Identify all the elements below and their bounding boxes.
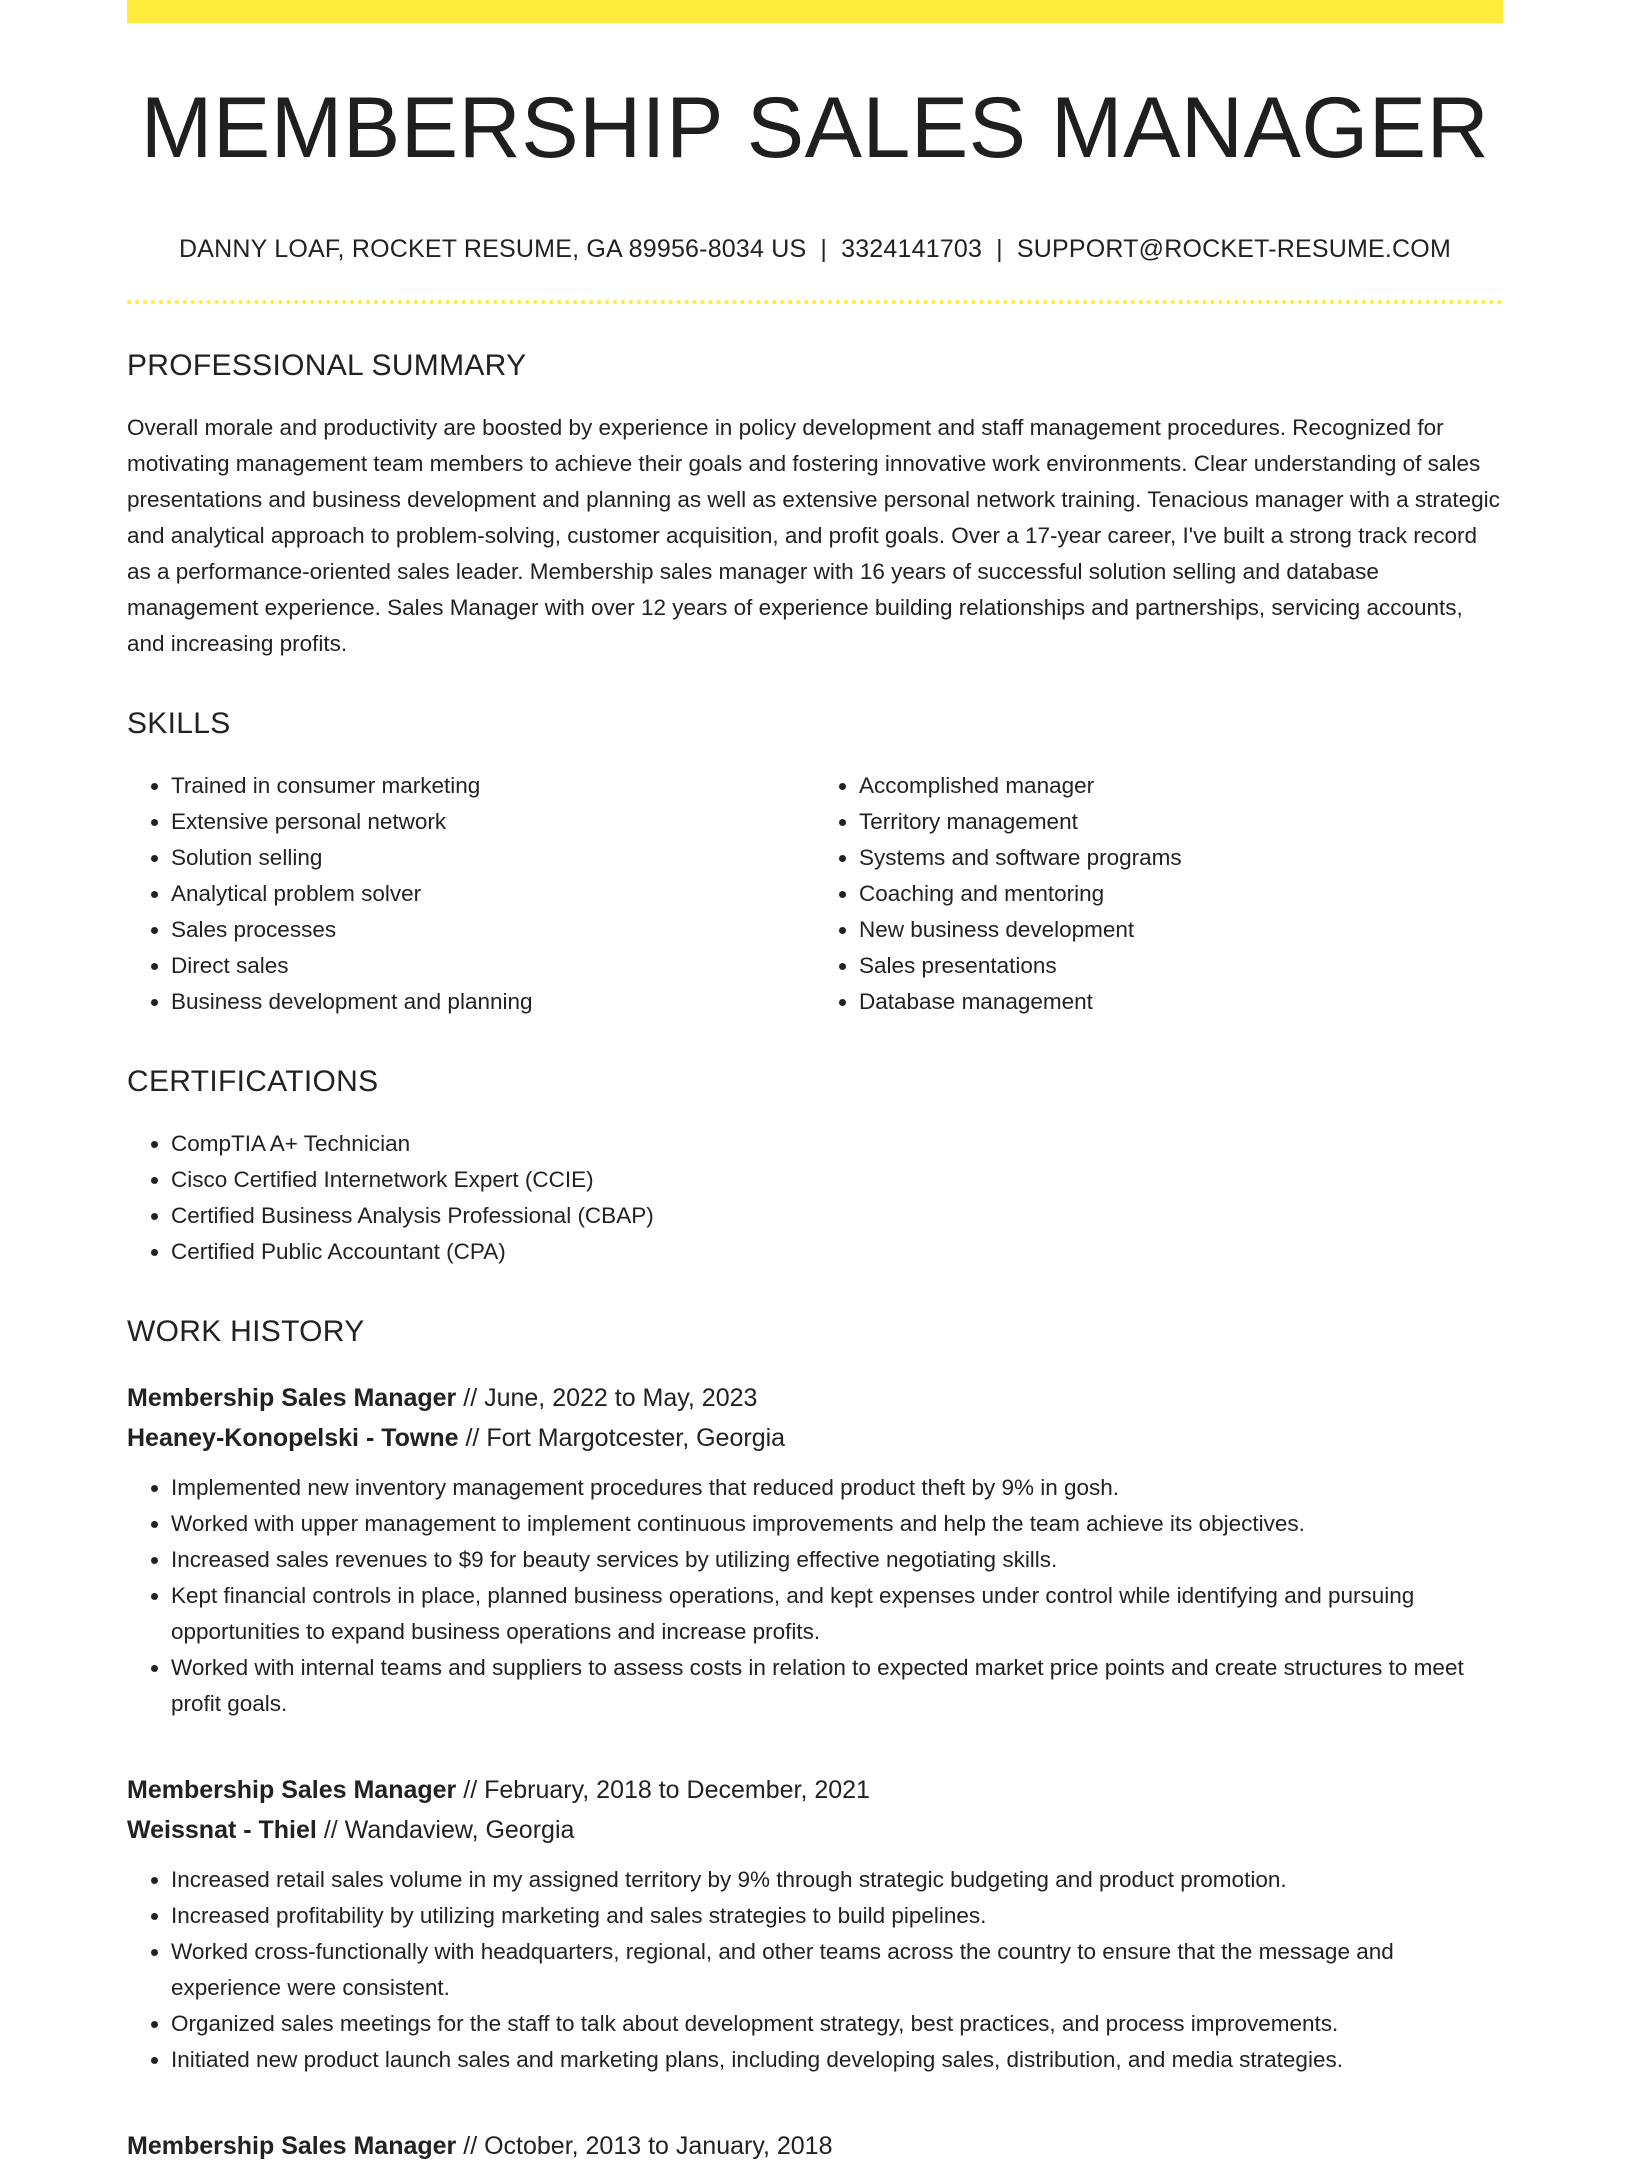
resume-page (127, 0, 1503, 2166)
certification-item: • Cisco Certified Internetwork Expert (CCIE) (171, 1162, 1503, 1198)
skill-item: • Coaching and mentoring (859, 876, 1503, 912)
job-role: Membership Sales Manager (127, 2132, 457, 2161)
contact-email[interactable]: SUPPORT@ROCKET-RESUME.COM (1016, 235, 1451, 264)
certification-item: • CompTIA A+ Technician (171, 1126, 1503, 1162)
work-history-heading: WORK HISTORY (127, 1315, 365, 1349)
skill-item: • Systems and software programs (859, 840, 1503, 876)
job-entry (127, 1770, 1503, 2078)
job-location: // Wandaview, Georgia (323, 1816, 575, 1845)
skill-item: • Database management (859, 984, 1503, 1020)
skills-left-list (127, 768, 815, 1020)
skills-right-list (815, 768, 1503, 1020)
job-dates: // February, 2018 to December, 2021 (463, 1776, 870, 1805)
contact-phone: 3324141703 (841, 235, 983, 264)
summary-heading: PROFESSIONAL SUMMARY (127, 349, 527, 383)
skill-item: • Trained in consumer marketing (171, 768, 815, 804)
job-role: Membership Sales Manager (127, 1384, 457, 1413)
summary-section (127, 348, 1503, 662)
job-bullet: • Worked cross-functionally with headquarters, regional, and other teams across the country to ensure that the message and experience were consistent. (171, 1934, 1503, 2006)
job-entry (127, 1378, 1503, 1722)
job-bullet: • Implemented new inventory management procedures that reduced product theft by 9% in gosh. (171, 1470, 1503, 1506)
certification-item: • Certified Business Analysis Professional (CBAP) (171, 1198, 1503, 1234)
skill-item: • Accomplished manager (859, 768, 1503, 804)
job-bullet: • Worked with internal teams and suppliers to assess costs in relation to expected market price points and create structures to meet profit goals. (171, 1650, 1503, 1722)
skills-heading: SKILLS (127, 707, 231, 741)
job-bullets (127, 1470, 1503, 1722)
job-bullet: • Worked with upper management to implement continuous improvements and help the team achieve its objectives. (171, 1506, 1503, 1542)
skill-item: • Solution selling (171, 840, 815, 876)
job-bullet: • Initiated new product launch sales and marketing plans, including developing sales, distribution, and media strategies. (171, 2042, 1503, 2078)
work-history-section (127, 1314, 1503, 2166)
skills-columns (127, 768, 1503, 1020)
contact-line (127, 235, 1503, 264)
certification-item: • Certified Public Accountant (CPA) (171, 1234, 1503, 1270)
dotted-divider (127, 300, 1503, 304)
top-accent-bar (127, 0, 1503, 23)
job-company: Heaney-Konopelski - Towne (127, 1424, 459, 1453)
skill-item: • Business development and planning (171, 984, 815, 1020)
job-company: Weissnat - Thiel (127, 1816, 317, 1845)
job-bullet: • Kept financial controls in place, planned business operations, and kept expenses under control while identifying and pursuing opportunities to expand business operations and increase profits. (171, 1578, 1503, 1650)
job-title-line (127, 1770, 1503, 1810)
contact-separator: | (996, 235, 1003, 264)
skill-item: • Territory management (859, 804, 1503, 840)
job-title-line (127, 1378, 1503, 1418)
skill-item: • Analytical problem solver (171, 876, 815, 912)
job-bullet: • Organized sales meetings for the staff to talk about development strategy, best practices, and process improvements. (171, 2006, 1503, 2042)
job-bullets (127, 1862, 1503, 2078)
certifications-section (127, 1064, 1503, 1270)
job-dates: // October, 2013 to January, 2018 (463, 2132, 833, 2161)
job-role: Membership Sales Manager (127, 1776, 457, 1805)
skill-item: • Extensive personal network (171, 804, 815, 840)
skill-item: • Direct sales (171, 948, 815, 984)
contact-separator: | (820, 235, 828, 264)
job-company-line (127, 1418, 1503, 1458)
skills-section (127, 706, 1503, 1020)
job-bullet: • Increased profitability by utilizing marketing and sales strategies to build pipelines. (171, 1898, 1503, 1934)
job-location: // Fort Margotcester, Georgia (465, 1424, 786, 1453)
job-dates: // June, 2022 to May, 2023 (463, 1384, 758, 1413)
job-company-line (127, 1810, 1503, 1850)
job-title-line (127, 2126, 1503, 2166)
contact-address: DANNY LOAF, ROCKET RESUME, GA 89956-8034 US (179, 235, 807, 264)
certifications-heading: CERTIFICATIONS (127, 1065, 379, 1099)
job-bullet: • Increased retail sales volume in my assigned territory by 9% through strategic budgeting and product promotion. (171, 1862, 1503, 1898)
skill-item: • Sales processes (171, 912, 815, 948)
skill-item: • Sales presentations (859, 948, 1503, 984)
job-entry (127, 2126, 1503, 2166)
certifications-list (127, 1126, 1503, 1270)
job-bullet: • Increased sales revenues to $9 for beauty services by utilizing effective negotiating skills. (171, 1542, 1503, 1578)
page-title: MEMBERSHIP SALES MANAGER (140, 80, 1490, 176)
skill-item: • New business development (859, 912, 1503, 948)
summary-text: Overall morale and productivity are boosted by experience in policy development and staff management procedures. Recognized for motivating management team members to achieve their goals and fostering innovative work environments. Clear understanding of sales presentations and business development and planning as well as extensive personal network training. Tenacious manager with a strategic and analytical approach to problem-solving, customer acquisition, and profit goals. Over a 17-year career, I've built a strong track record as a performance-oriented sales leader. Membership sales manager with 16 years of successful solution selling and database management experience. Sales Manager with over 12 years of experience building relationships and partnerships, servicing accounts, and increasing profits. (127, 415, 1500, 657)
